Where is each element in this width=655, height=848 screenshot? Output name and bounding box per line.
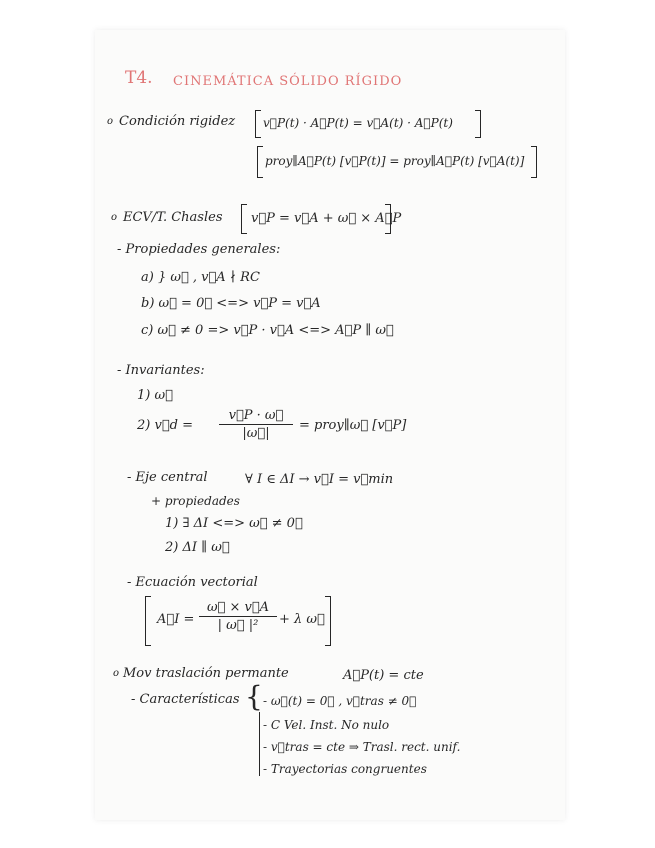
characteristic-3: - v⃗tras = cte ⇒ Trasl. rect. unif. bbox=[263, 740, 461, 754]
bullet-icon: o bbox=[111, 212, 118, 223]
bracket-left-icon bbox=[255, 110, 261, 138]
rigidity-equation: v⃗P(t) · A⃗P(t) = v⃗A(t) · A⃗P(t) bbox=[263, 116, 453, 130]
vector-equation-left: A⃗I = bbox=[157, 612, 195, 627]
curly-brace-icon: { bbox=[245, 680, 263, 713]
translation-condition: A⃗P(t) = cte bbox=[343, 668, 424, 683]
general-properties-heading: - Propiedades generales: bbox=[117, 242, 281, 257]
characteristic-4: - Trayectorias congruentes bbox=[263, 762, 427, 776]
bullet-icon: o bbox=[107, 116, 114, 127]
bracket-right-icon bbox=[325, 596, 331, 646]
page-title: CINEMÁTICA SÓLIDO RÍGIDO bbox=[173, 74, 403, 89]
characteristic-2: - C Vel. Inst. No nulo bbox=[263, 718, 390, 732]
brace-line-icon bbox=[259, 712, 260, 776]
invariant-2-projection: = proy∥ω⃗ [v⃗P] bbox=[299, 418, 407, 433]
invariant-2-fraction bbox=[219, 408, 293, 441]
invariant-2-label: 2) v⃗d = bbox=[137, 418, 193, 433]
projection-equation: proy∥A⃗P(t) [v⃗P(t)] = proy∥A⃗P(t) [v⃗A(t)] bbox=[265, 154, 525, 168]
central-axis-property-1: 1) ∃ ΔI <=> ω⃗ ≠ 0⃗ bbox=[165, 516, 303, 531]
notebook-page bbox=[95, 30, 565, 820]
bracket-left-icon bbox=[257, 146, 263, 178]
rigidity-condition-label: Condición rigidez bbox=[119, 114, 236, 129]
invariants-heading: - Invariantes: bbox=[117, 363, 205, 378]
bracket-right-icon bbox=[475, 110, 481, 138]
central-axis-heading: - Eje central bbox=[127, 470, 208, 485]
vector-equation-heading: - Ecuación vectorial bbox=[127, 575, 258, 590]
chasles-equation: v⃗P = v⃗A + ω⃗ × A⃗P bbox=[251, 211, 402, 226]
translation-heading: Mov traslación permante bbox=[123, 666, 289, 681]
bracket-left-icon bbox=[241, 204, 247, 234]
property-a: a) } ω⃗ , v⃗A ∤ RC bbox=[141, 270, 260, 285]
property-c: c) ω⃗ ≠ 0 => v⃗P · v⃗A <=> A⃗P ∥ ω⃗ bbox=[141, 323, 394, 338]
chasles-label: ECV/T. Chasles bbox=[123, 210, 223, 225]
central-axis-definition: ∀ I ∈ ΔI → v⃗I = v⃗min bbox=[245, 472, 394, 487]
property-b: b) ω⃗ = 0⃗ <=> v⃗P = v⃗A bbox=[141, 296, 321, 311]
bullet-icon: o bbox=[113, 668, 120, 679]
bracket-left-icon bbox=[145, 596, 151, 646]
vector-equation-fraction bbox=[199, 600, 277, 633]
vector-equation-right: + λ ω⃗ bbox=[279, 612, 325, 627]
characteristic-1: - ω⃗(t) = 0⃗ , v⃗tras ≠ 0⃗ bbox=[263, 694, 417, 708]
characteristics-heading: - Características bbox=[131, 692, 240, 707]
central-axis-properties-label: + propiedades bbox=[151, 494, 240, 508]
fraction-denominator: | ω⃗ |² bbox=[217, 618, 259, 633]
fraction-numerator: v⃗P · ω⃗ bbox=[219, 408, 293, 425]
fraction-denominator: |ω⃗| bbox=[242, 426, 270, 441]
invariant-1: 1) ω⃗ bbox=[137, 388, 173, 403]
fraction-numerator: ω⃗ × v⃗A bbox=[199, 600, 277, 617]
bracket-right-icon bbox=[531, 146, 537, 178]
topic-number: T4. bbox=[125, 68, 153, 88]
central-axis-property-2: 2) ΔI ∥ ω⃗ bbox=[165, 540, 230, 555]
bracket-right-icon bbox=[385, 204, 391, 234]
